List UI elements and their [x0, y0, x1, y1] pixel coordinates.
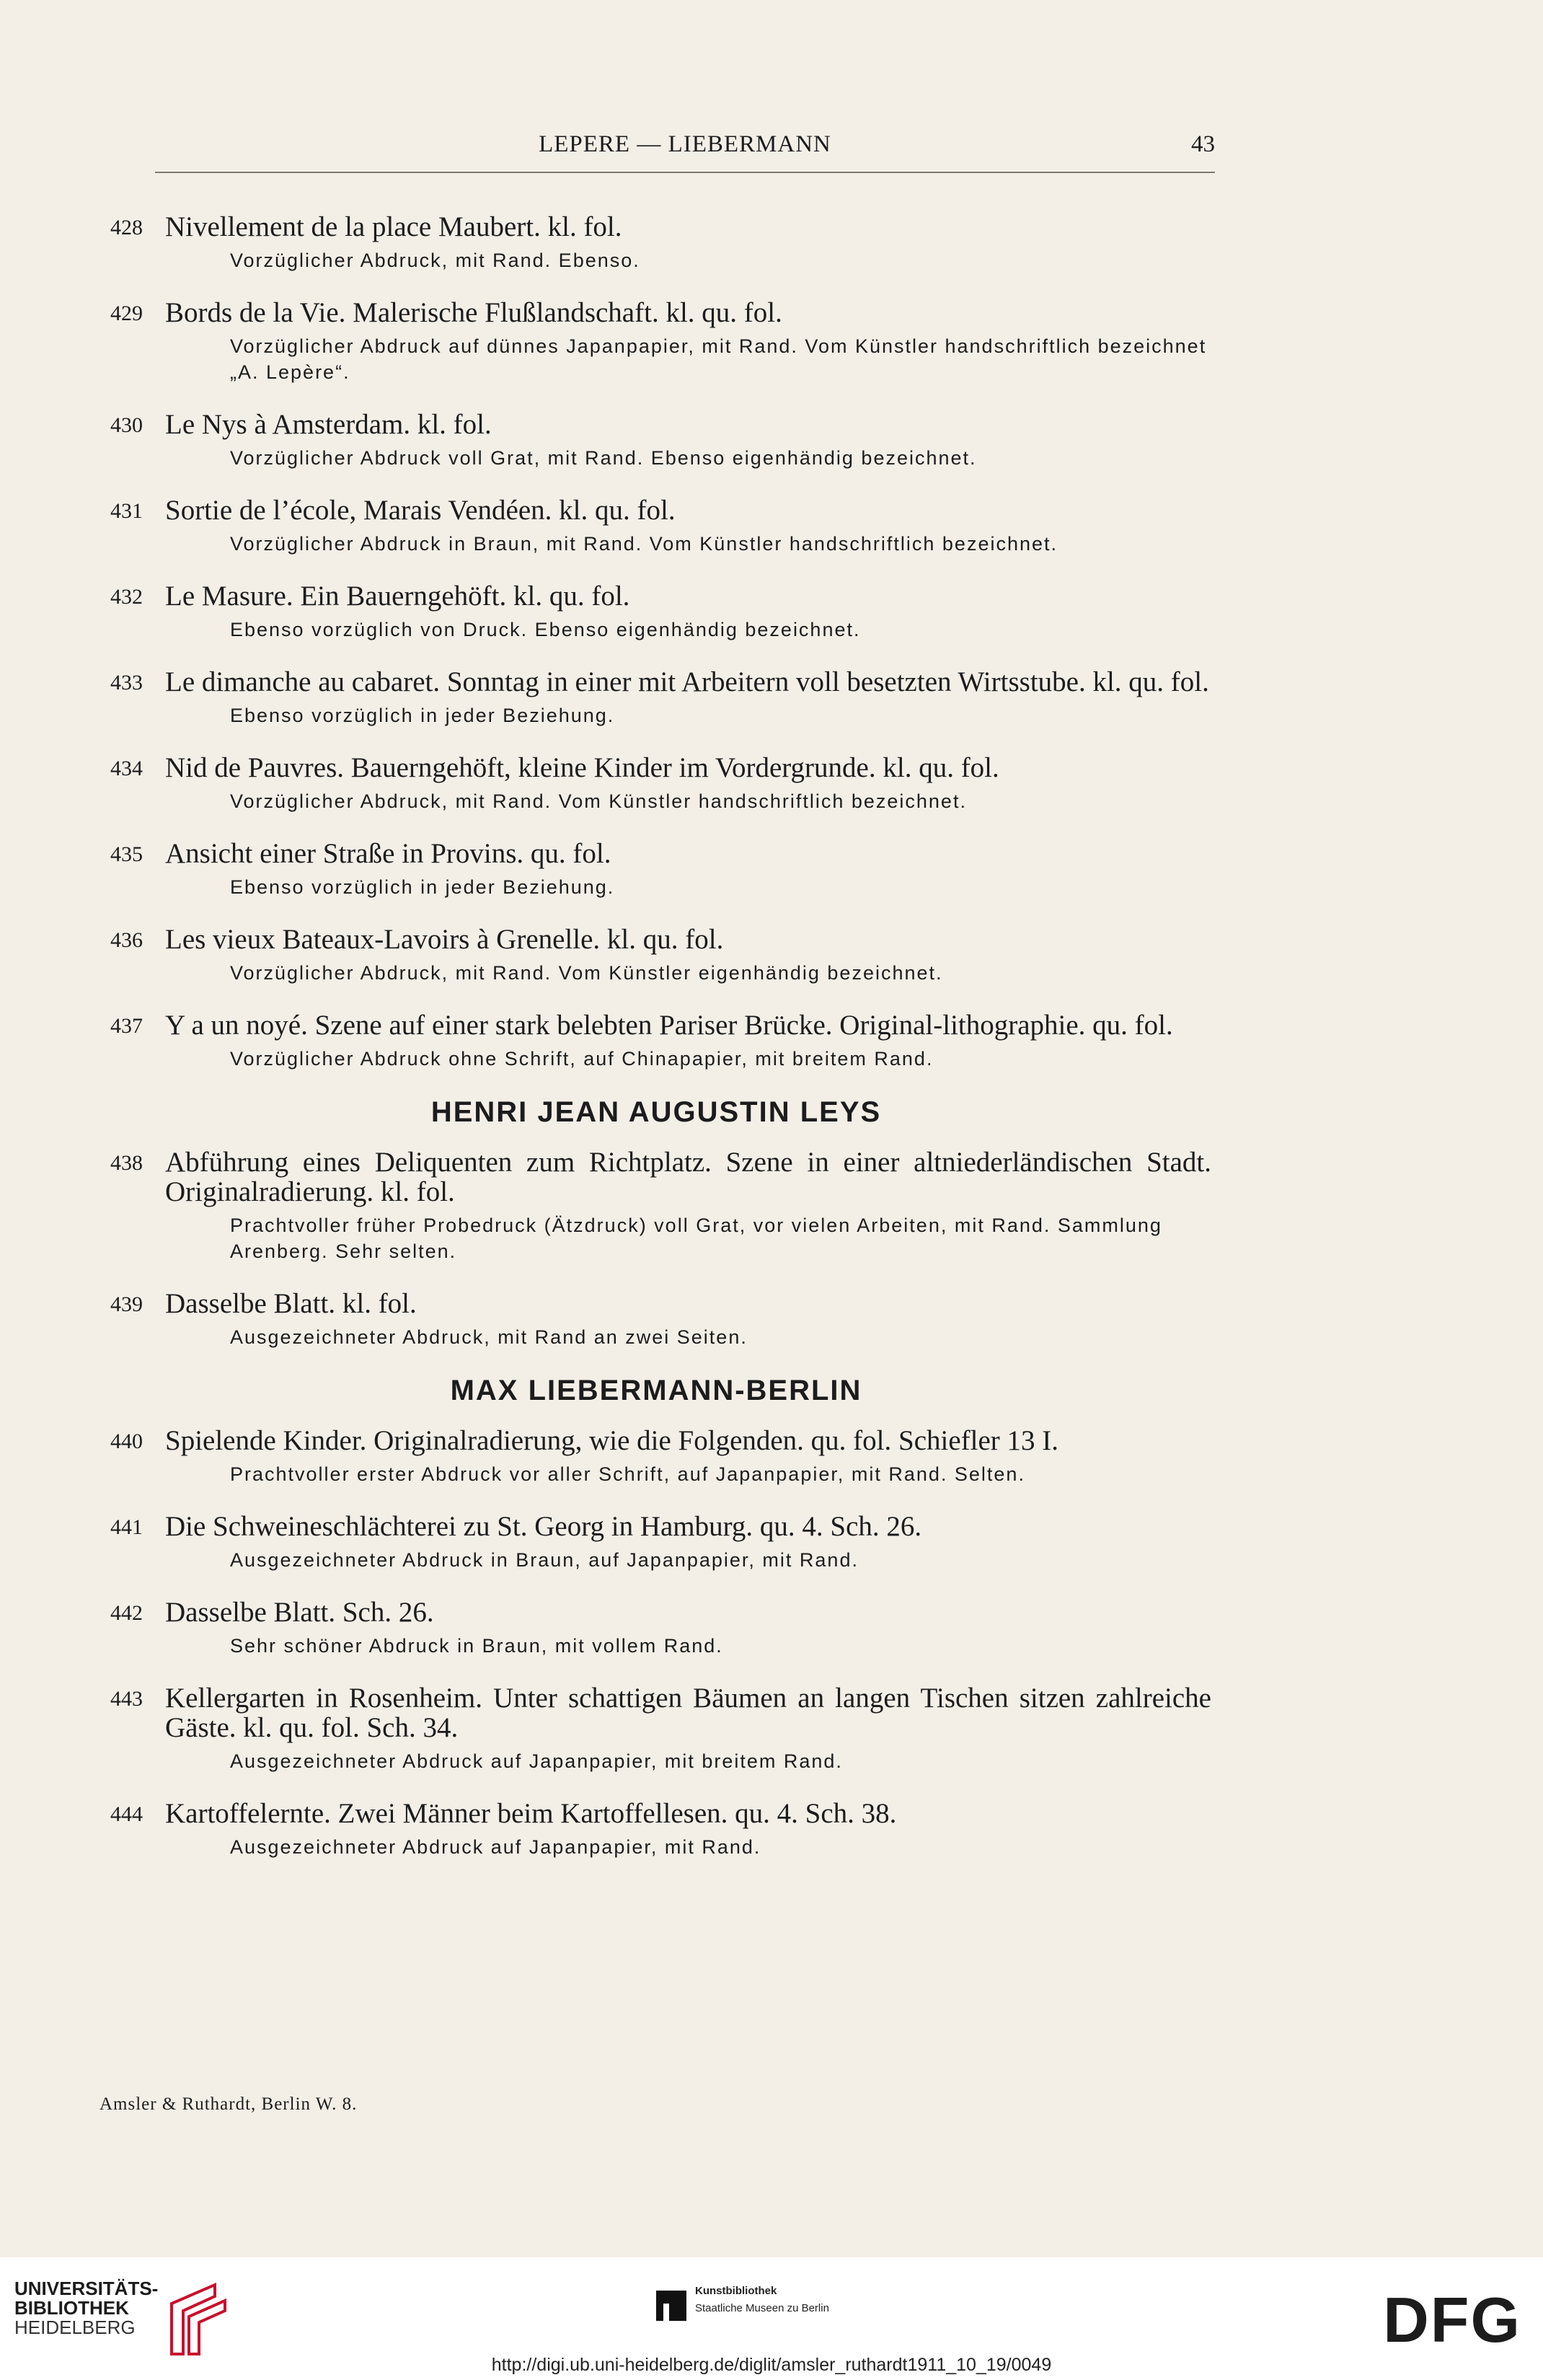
- permalink-url[interactable]: http://digi.ub.uni-heidelberg.de/diglit/amsler_ruthardt1911_10_19/0049: [491, 2355, 1052, 2375]
- entry-number: 439: [110, 1292, 143, 1316]
- entry-title: Le Nys à Amsterdam. kl. fol.: [165, 409, 492, 440]
- dfg-logo[interactable]: DFG: [1383, 2284, 1521, 2355]
- entry-title: Kellergarten in Rosenheim. Unter schattigen Bäumen an langen Tischen sitzen zahlreiche Gäste. kl. qu. fol. Sch. 34.: [165, 1683, 1211, 1743]
- header-rule: [155, 172, 1215, 173]
- entry-description: Ebenso vorzüglich in jeder Beziehung.: [230, 876, 615, 898]
- entry-number: 442: [110, 1601, 143, 1625]
- entry-description: Vorzüglicher Abdruck auf dünnes Japanpapier, mit Rand. Vom Künstler handschriftlich bezeichnet „A. Lepère“.: [230, 335, 1207, 383]
- kb-subname: Staatliche Museen zu Berlin: [695, 2302, 829, 2314]
- entry-description: Vorzüglicher Abdruck, mit Rand. Vom Künstler handschriftlich bezeichnet.: [230, 790, 967, 812]
- entry-number: 433: [110, 671, 143, 695]
- catalog-entry: [101, 410, 1211, 471]
- entry-description: Prachtvoller erster Abdruck vor aller Schrift, auf Japanpapier, mit Rand. Selten.: [230, 1463, 1025, 1485]
- entry-description: Ausgezeichneter Abdruck auf Japanpapier, mit Rand.: [230, 1836, 761, 1858]
- catalog-entry: [101, 667, 1211, 728]
- entry-title: Le Masure. Ein Bauerngehöft. kl. qu. fol.: [165, 581, 630, 612]
- entry-number: 434: [110, 757, 143, 780]
- entry-title: Nivellement de la place Maubert. kl. fol.: [165, 211, 622, 242]
- catalog-entry: [101, 1010, 1211, 1072]
- entry-title: Kartoffelernte. Zwei Männer beim Kartoffellesen. qu. 4. Sch. 38.: [165, 1798, 897, 1829]
- catalog-entry: [101, 1426, 1211, 1487]
- entry-number: 432: [110, 585, 143, 609]
- entry-number: 440: [110, 1429, 143, 1453]
- entry-description: Ausgezeichneter Abdruck, mit Rand an zwei Seiten.: [230, 1326, 748, 1348]
- entry-number: 431: [110, 499, 143, 523]
- entry-number: 430: [110, 413, 143, 437]
- entry-number: 441: [110, 1515, 143, 1539]
- entry-number: 437: [110, 1014, 143, 1038]
- entries-leys: [101, 1147, 1211, 1350]
- entry-number: 435: [110, 842, 143, 866]
- entry-number: 436: [110, 928, 143, 952]
- entry-number: 429: [110, 301, 143, 325]
- catalog-entry: [101, 1799, 1211, 1860]
- entry-number: 438: [110, 1151, 143, 1175]
- entry-title: Abführung eines Deliquenten zum Richtplatz. Szene in einer altniederländischen Stadt. Originalradierung. kl. fol.: [165, 1147, 1211, 1207]
- entry-title: Les vieux Bateaux-Lavoirs à Grenelle. kl. qu. fol.: [165, 924, 724, 955]
- ub-heidelberg-logo[interactable]: [14, 2279, 216, 2358]
- entry-description: Vorzüglicher Abdruck in Braun, mit Rand. Vom Künstler handschriftlich bezeichnet.: [230, 533, 1058, 555]
- entry-title: Nid de Pauvres. Bauerngehöft, kleine Kinder im Vordergrunde. kl. qu. fol.: [165, 752, 999, 783]
- ub-name-line1: UNIVERSITÄTS-: [14, 2278, 159, 2299]
- artist-heading-leys: HENRI JEAN AUGUSTIN LEYS: [430, 1096, 882, 1128]
- entry-title: Ansicht einer Straße in Provins. qu. fol.: [165, 838, 611, 869]
- kb-name: Kunstbibliothek: [695, 2285, 777, 2297]
- catalog-entry: [101, 1597, 1211, 1659]
- entry-description: Vorzüglicher Abdruck ohne Schrift, auf Chinapapier, mit breitem Rand.: [230, 1048, 934, 1070]
- entry-number: 444: [110, 1802, 143, 1826]
- entry-description: Ausgezeichneter Abdruck auf Japanpapier, mit breitem Rand.: [230, 1750, 843, 1772]
- entry-description: Vorzüglicher Abdruck, mit Rand. Ebenso.: [230, 250, 640, 271]
- entry-description: Ebenso vorzüglich von Druck. Ebenso eigenhändig bezeichnet.: [230, 619, 861, 640]
- entry-number: 443: [110, 1687, 143, 1711]
- catalog-entry: [101, 581, 1211, 643]
- entry-title: Spielende Kinder. Originalradierung, wie die Folgenden. qu. fol. Schiefler 13 I.: [165, 1425, 1059, 1456]
- catalog-entry: [101, 212, 1211, 273]
- running-title: LEPERE — LIEBERMANN: [539, 131, 831, 157]
- entries-lepere: [101, 212, 1211, 1072]
- entry-description: Vorzüglicher Abdruck, mit Rand. Vom Künstler eigenhändig bezeichnet.: [230, 962, 943, 984]
- entry-description: Ebenso vorzüglich in jeder Beziehung.: [230, 705, 615, 726]
- catalog-entry: [101, 495, 1211, 557]
- printer-imprint: Amsler & Ruthardt, Berlin W. 8.: [100, 2094, 358, 2114]
- page-header: [155, 131, 1215, 167]
- catalog-entry: [101, 839, 1211, 900]
- catalog-entry: [101, 925, 1211, 986]
- entry-description: Prachtvoller früher Probedruck (Ätzdruck) voll Grat, vor vielen Arbeiten, mit Rand. Sammlung Arenberg. Sehr selten.: [230, 1215, 1162, 1262]
- entry-description: Sehr schöner Abdruck in Braun, mit vollem Rand.: [230, 1635, 723, 1657]
- kunstbibliothek-logo[interactable]: [656, 2279, 916, 2330]
- entry-title: Le dimanche au cabaret. Sonntag in einer mit Arbeitern voll besetzten Wirtsstube. kl. qu. fol.: [165, 666, 1209, 697]
- ub-name-line3: HEIDELBERG: [14, 2317, 136, 2338]
- catalog-entries: [101, 212, 1211, 1885]
- entry-title: Dasselbe Blatt. Sch. 26.: [165, 1597, 434, 1628]
- artist-heading-liebermann: MAX LIEBERMANN-BERLIN: [450, 1375, 862, 1406]
- entry-title: Sortie de l’école, Marais Vendéen. kl. qu. fol.: [165, 495, 676, 526]
- entries-liebermann: [101, 1426, 1211, 1860]
- catalog-entry: [101, 1683, 1211, 1774]
- ub-mark-icon: [164, 2282, 229, 2358]
- catalog-entry: [101, 1147, 1211, 1264]
- entry-number: 428: [110, 216, 143, 239]
- catalog-entry: [101, 298, 1211, 385]
- kunstbibliothek-mark-icon: [656, 2291, 686, 2321]
- catalog-entry: [101, 1512, 1211, 1573]
- entry-description: Ausgezeichneter Abdruck in Braun, auf Japanpapier, mit Rand.: [230, 1549, 859, 1571]
- catalog-entry: [101, 753, 1211, 814]
- page-number: 43: [1191, 131, 1215, 157]
- entry-title: Y a un noyé. Szene auf einer stark belebten Pariser Brücke. Original-lithographie. qu. fol.: [165, 1010, 1173, 1041]
- ub-name-line2: BIBLIOTHEK: [14, 2297, 129, 2319]
- digitization-footer: [0, 2257, 1543, 2380]
- catalog-entry: [101, 1289, 1211, 1350]
- entry-title: Die Schweineschlächterei zu St. Georg in Hamburg. qu. 4. Sch. 26.: [165, 1511, 922, 1542]
- entry-title: Bords de la Vie. Malerische Flußlandschaft. kl. qu. fol.: [165, 297, 782, 328]
- entry-description: Vorzüglicher Abdruck voll Grat, mit Rand. Ebenso eigenhändig bezeichnet.: [230, 447, 977, 469]
- entry-title: Dasselbe Blatt. kl. fol.: [165, 1288, 417, 1319]
